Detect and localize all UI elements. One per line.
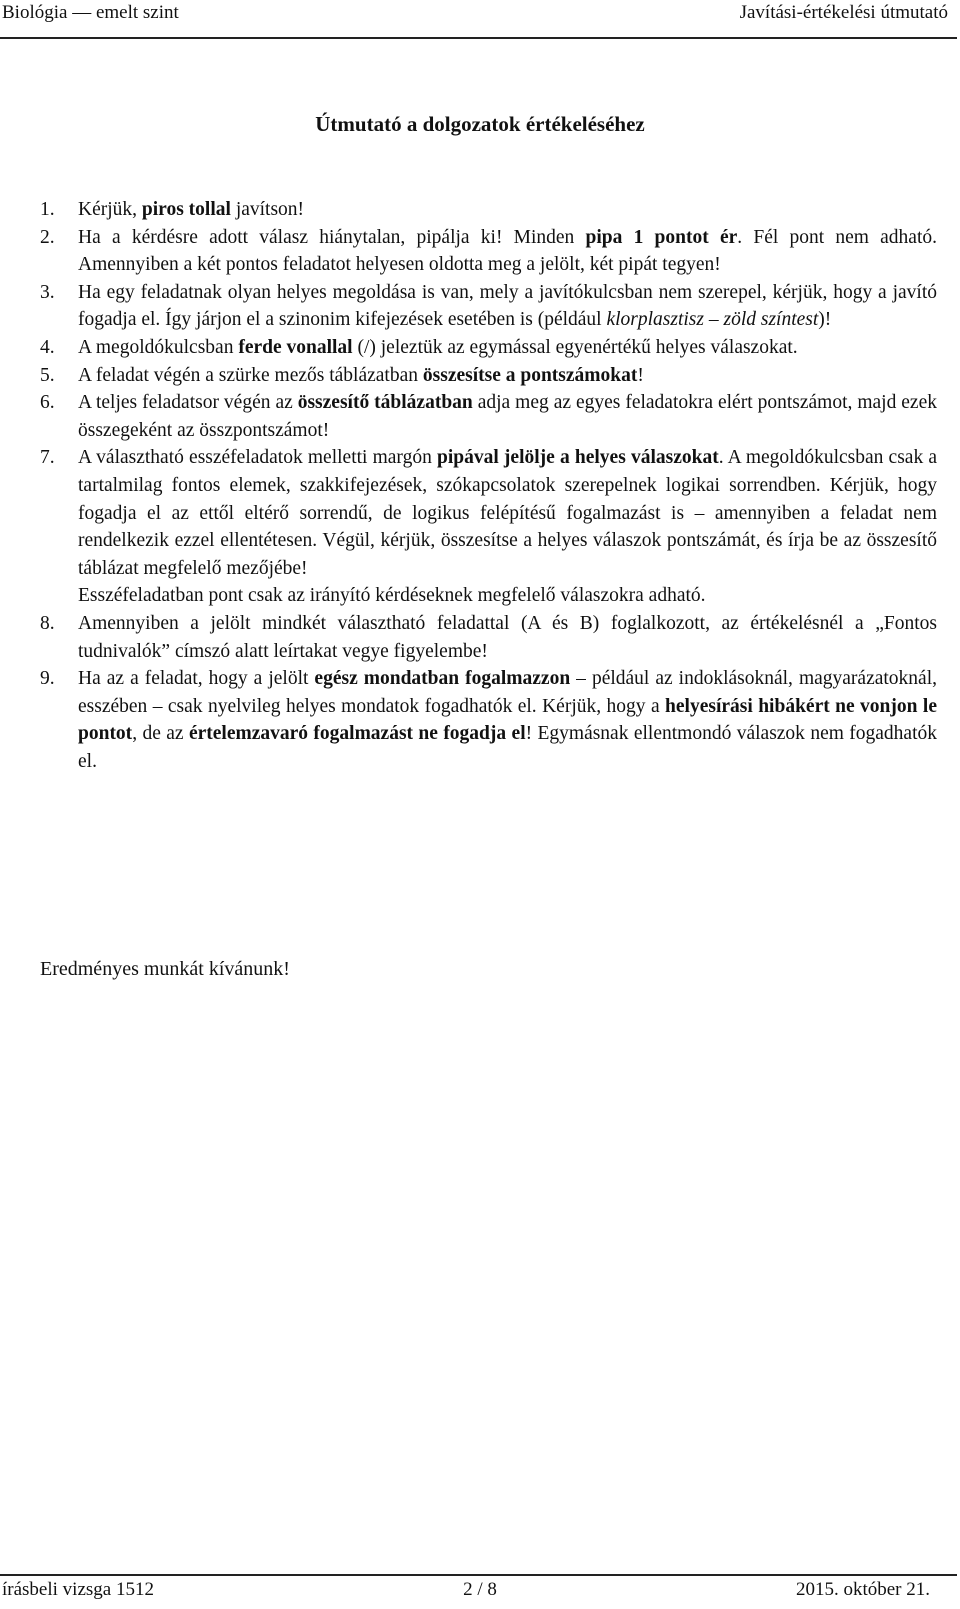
item-emphasis: pipával jelölje a helyes válaszokat — [436, 447, 719, 469]
item-text: (/) jeleztük az egymással egyenértékű helyes válaszokat. — [352, 336, 798, 358]
item-text: A megoldókulcsban — [78, 336, 239, 358]
list-item — [40, 389, 937, 444]
item-emphasis: pipa 1 pontot ér — [585, 226, 738, 248]
item-emphasis: értelemzavaró fogalmazást ne fogadja el — [188, 723, 526, 745]
item-emphasis: helyesírási hibákért ne vonjon le pontot — [78, 695, 937, 745]
list-item — [40, 224, 937, 279]
list-item — [40, 279, 937, 334]
list-item — [40, 444, 937, 610]
item-text: ! Egymásnak ellentmondó válaszok nem fogadhatók el. — [78, 723, 937, 772]
item-text: – például az indoklásoknál, magyarázatoknál, esszében – csak nyelvileg helyes mondatok fogadhatók el. Kérjük, hogy a — [78, 668, 937, 717]
item-number: 5. — [40, 364, 55, 386]
header-doc-type: Javítási-értékelési útmutató — [739, 2, 948, 23]
item-number: 3. — [40, 281, 55, 303]
item-emphasis: piros tollal — [141, 199, 231, 220]
item-number: 4. — [40, 336, 55, 358]
item-number: 7. — [40, 447, 55, 469]
header-subject: Biológia — emelt szint — [2, 2, 179, 23]
page-header — [0, 0, 960, 40]
item-text: )! — [818, 309, 832, 331]
item-number: 6. — [40, 392, 55, 414]
item-text: Ha a kérdésre adott válasz hiánytalan, pipálja ki! Minden — [78, 226, 586, 248]
item-emphasis: ferde vonallal — [238, 336, 353, 358]
instruction-list — [40, 196, 937, 775]
item-emphasis: egész mondatban fogalmazzon — [314, 668, 571, 690]
item-text: javítson! — [230, 199, 305, 220]
item-emphasis: összesítse a pontszámokat — [422, 364, 638, 386]
item-text: Ha egy feladatnak olyan helyes megoldása is van, mely a javítókulcsban nem szerepel, kérjük, hogy a javító fogadja el. Így járjon el a szinonim kifejezések esetében is (például — [78, 281, 937, 331]
item-note: Esszéfeladatban pont csak az irányító kérdéseknek megfelelő válaszokra adható. — [78, 585, 706, 607]
item-text: adja meg az egyes feladatokra elért pontszámot, majd ezek összegeként az összpontszámot! — [78, 392, 937, 441]
list-item — [40, 196, 937, 224]
item-text: . A megoldókulcsban csak a tartalmilag fontos elemek, szakkifejezések, szókapcsolatok szerepelnek logikai sorrendben. Kérjük, hogy fogadja el az ettől eltérő sorrendű, de logikus felépítésű fogalmazást is – amennyiben a feladat nem rendelkezik ezzel ellentétesen. Végül, kérjük, összesítse a helyes válaszok pontszámát, és írja be az összesítő táblázat megfelelő mezőjébe! — [78, 447, 938, 579]
item-text: Amennyiben a jelölt mindkét választható feladattal (A és B) foglalkozott, az értékelésnél a „Fontos tudnivalók” címszó alatt leírtakat vegye figyelembe! — [78, 612, 937, 662]
item-number: 2. — [40, 226, 55, 248]
header-divider — [0, 37, 957, 39]
item-text: ! — [637, 364, 644, 386]
item-number: 9. — [40, 668, 55, 690]
item-number: 1. — [40, 199, 55, 220]
item-text: Ha az a feladat, hogy a jelölt — [78, 668, 315, 690]
footer-page-number: 2 / 8 — [463, 1579, 497, 1600]
item-text: , de az — [132, 723, 189, 745]
item-text: . Fél pont nem adható. Amennyiben a két pontos feladatot helyesen oldotta meg a jelölt, két pipát tegyen! — [78, 226, 937, 276]
footer-divider — [0, 1574, 957, 1576]
item-number: 8. — [40, 612, 55, 634]
list-item — [40, 665, 937, 775]
closing-greeting: Eredményes munkát kívánunk! — [40, 958, 290, 980]
list-item — [40, 334, 937, 362]
item-text: A teljes feladatsor végén az — [78, 392, 298, 414]
list-item — [40, 610, 937, 665]
item-text: A feladat végén a szürke mezős táblázatban — [78, 364, 423, 386]
footer-date: 2015. október 21. — [795, 1579, 930, 1600]
footer-exam-id: írásbeli vizsga 1512 — [2, 1579, 154, 1600]
page-title: Útmutató a dolgozatok értékeléséhez — [315, 112, 645, 136]
item-text: Kérjük, — [78, 199, 142, 220]
item-text: A választható esszéfeladatok melletti margón — [78, 447, 437, 469]
item-emphasis: összesítő táblázatban — [297, 392, 473, 414]
item-italic: klorplasztisz – zöld színtest — [606, 309, 819, 331]
list-item — [40, 362, 937, 390]
